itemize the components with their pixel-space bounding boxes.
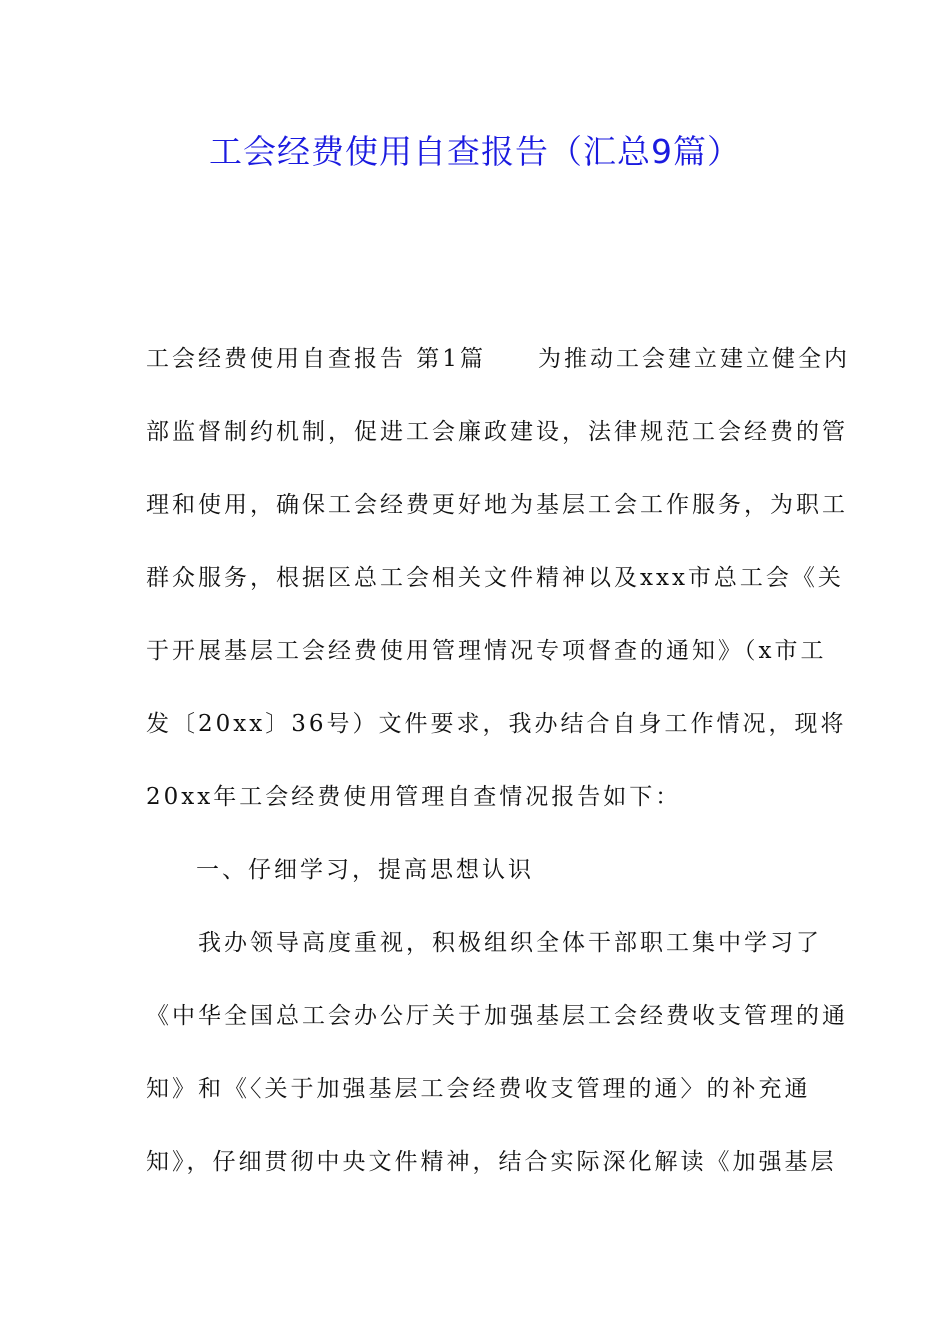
body-line: 知》，仔细贯彻中央文件精神，结合实际深化解读《加强基层 [146,1149,837,1175]
body-line: 工会经费使用自查报告 第1篇 为推动工会建立建立健全内 [146,346,850,372]
body-line: 群众服务，根据区总工会相关文件精神以及xxx市总工会《关 [146,565,844,591]
body-line: 于开展基层工会经费使用管理情况专项督查的通知》（x市工 [146,638,827,664]
body-line: 我办领导高度重视，积极组织全体干部职工集中学习了 [198,930,822,956]
document-title: 工会经费使用自查报告（汇总9篇） [209,132,741,171]
body-line: 20xx年工会经费使用管理自查情况报告如下： [146,784,682,810]
body-line: 知》和《〈关于加强基层工会经费收支管理的通〉的补充通 [146,1076,811,1102]
document-body [146,340,850,1216]
body-line: 《中华全国总工会办公厅关于加强基层工会经费收支管理的通 [146,1003,848,1029]
body-line: 部监督制约机制，促进工会廉政建设，法律规范工会经费的管 [146,419,848,445]
body-line: 发〔20xx〕36号）文件要求，我办结合自身工作情况，现将 [146,711,847,737]
section-heading: 一、仔细学习，提高思想认识 [196,857,534,883]
body-line: 理和使用，确保工会经费更好地为基层工会工作服务，为职工 [146,492,848,518]
